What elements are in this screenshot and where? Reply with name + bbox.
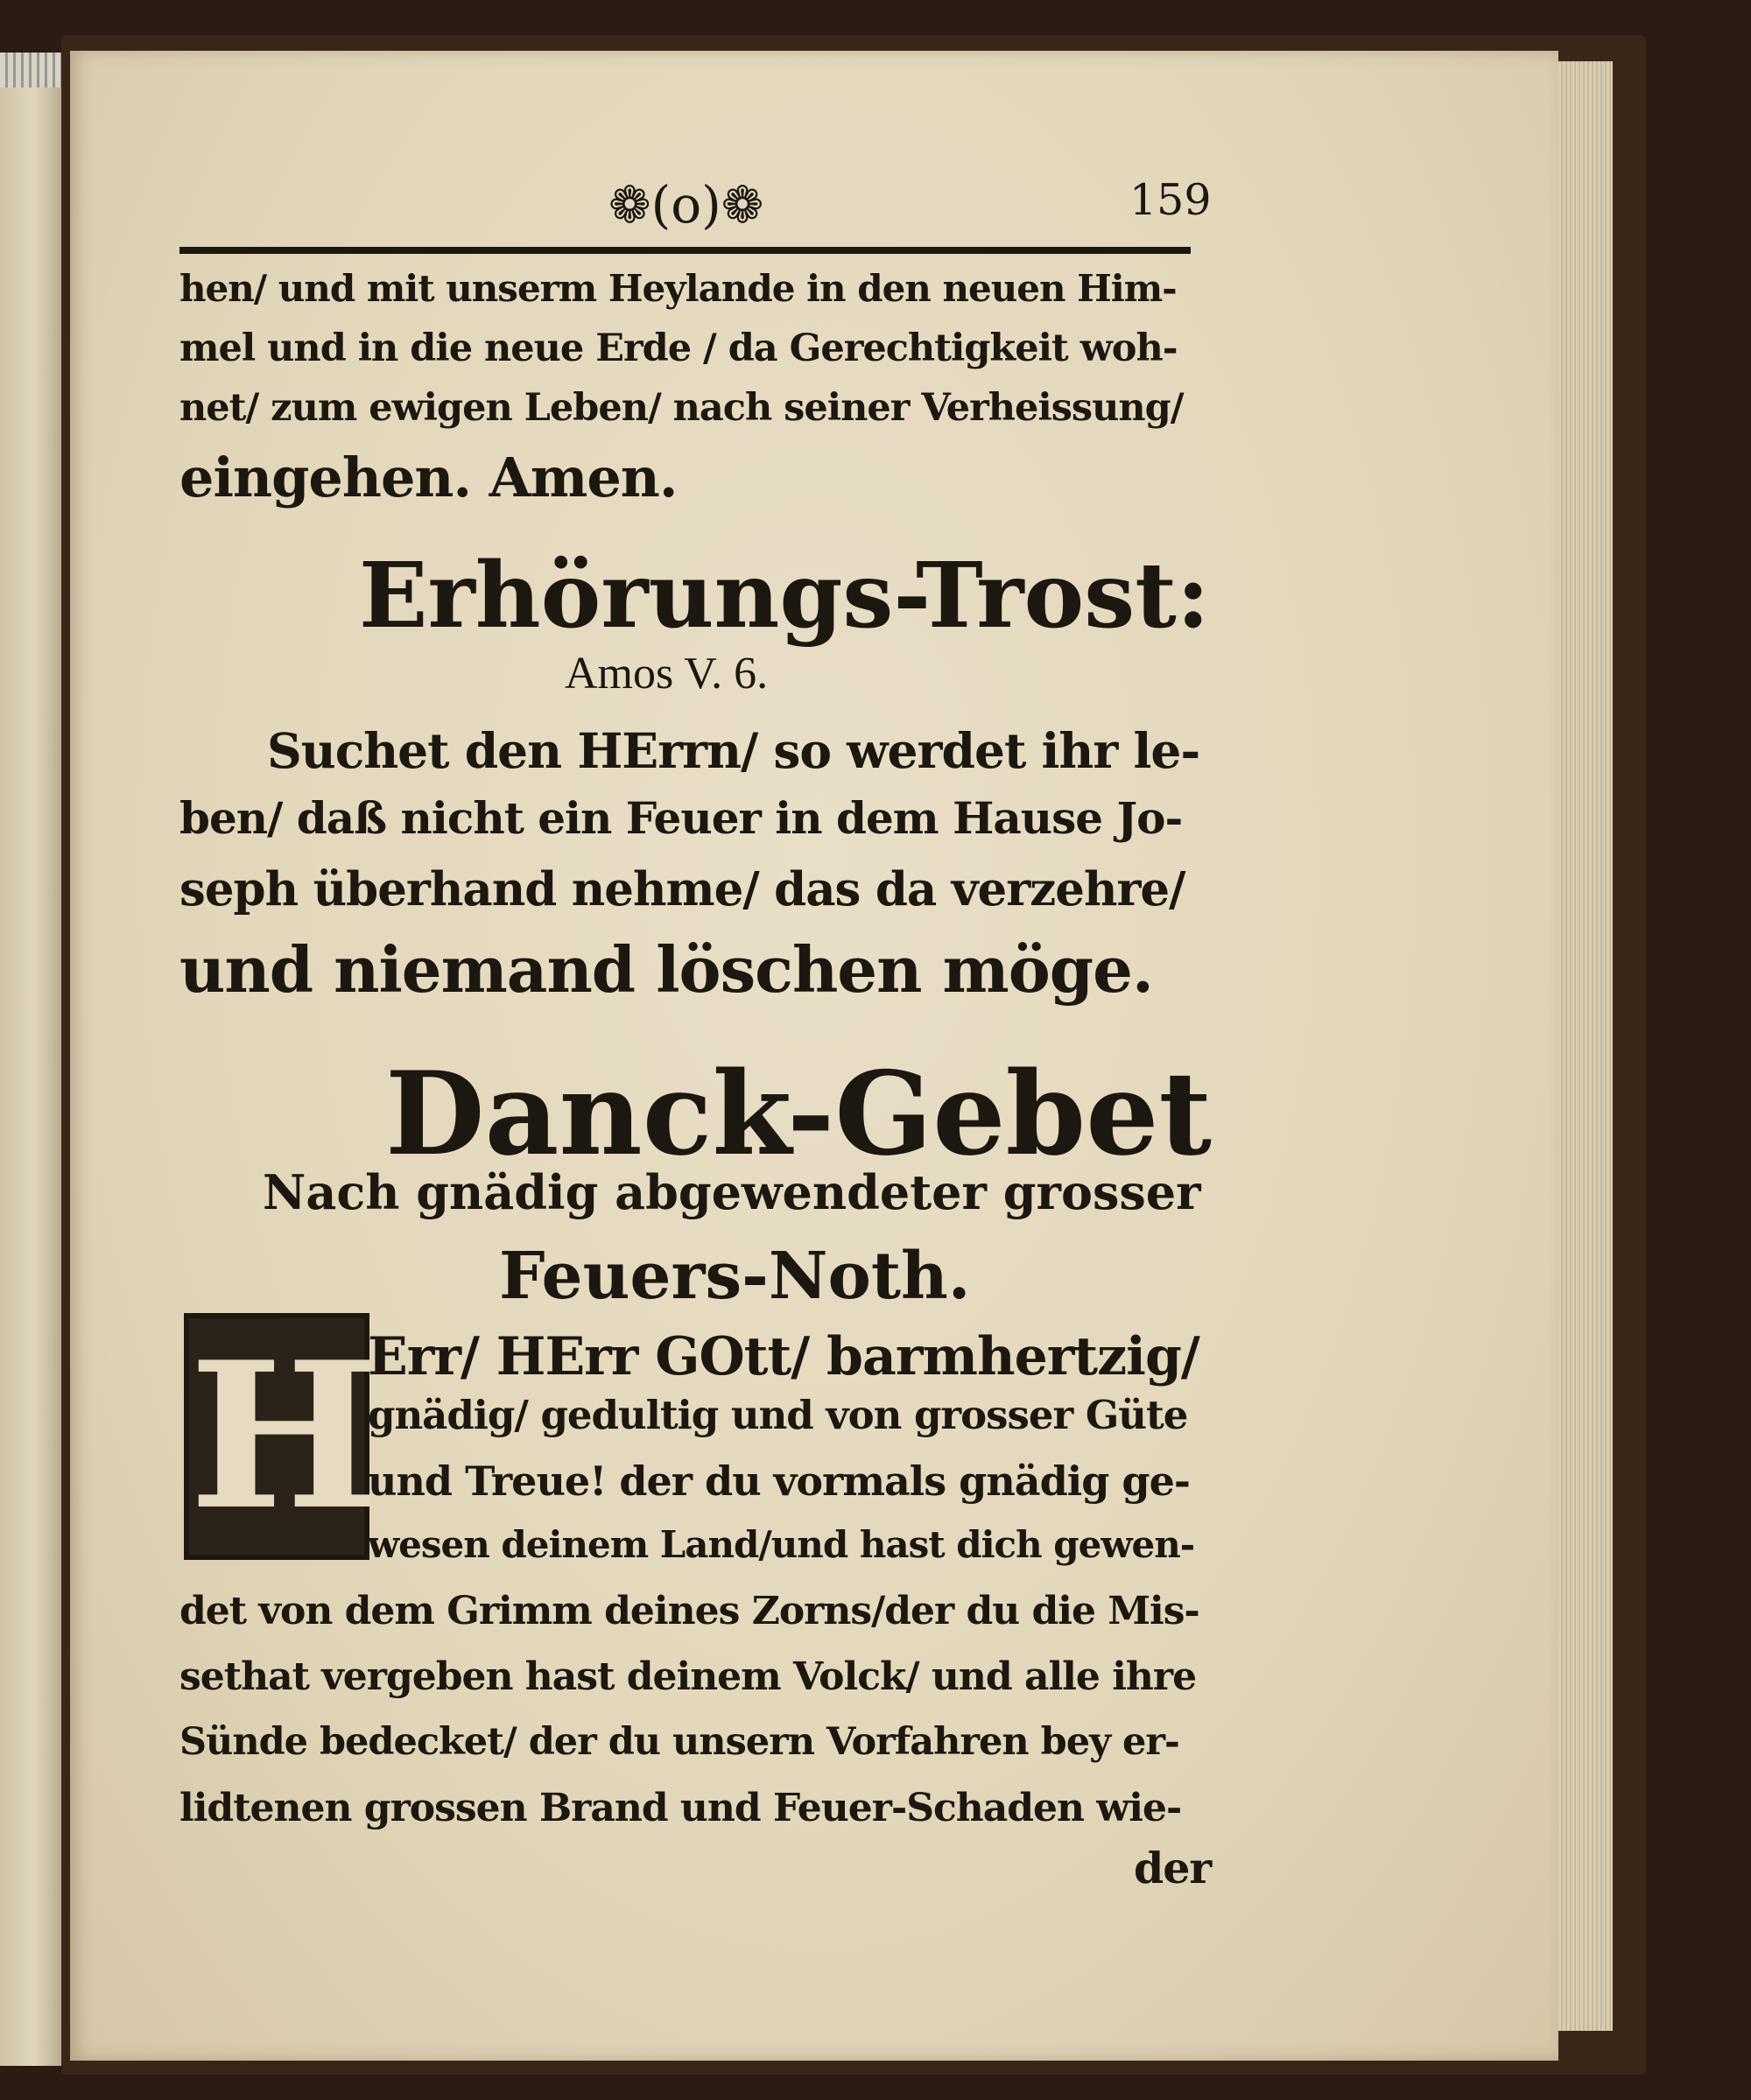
text-line: wesen deinem Land/und hast dich gewen- (368, 1523, 1195, 1566)
text-line: ben/ daß nicht ein Feuer in dem Hause Jo- (179, 792, 1183, 844)
scripture-reference: Amos V. 6. (565, 649, 769, 699)
text-line: Suchet den HErrn/ so werdet ihr le- (267, 722, 1200, 779)
text-line: net/ zum ewigen Leben/ nach seiner Verheissung/ (179, 386, 1184, 430)
text-line: sethat vergeben hast deinem Volck/ und alle ihre (179, 1654, 1197, 1699)
prayer-subtitle: Feuers-Noth. (499, 1239, 971, 1314)
text-line: Sünde bedecket/ der du unsern Vorfahren bey er- (179, 1720, 1179, 1764)
catchword: der (1134, 1843, 1212, 1893)
text-line: lidtenen grossen Brand und Feuer-Schaden wie- (179, 1786, 1182, 1830)
prayer-subtitle: Nach gnädig abgewendeter grosser (263, 1164, 1201, 1220)
section-title: Erhörungs-Trost: (359, 543, 1210, 649)
text-line: hen/ und mit unserm Heylande in den neuen Him- (179, 267, 1177, 310)
text-line: eingehen. Amen. (179, 446, 678, 509)
spine-band (0, 53, 61, 88)
text-line: mel und in die neue Erde / da Gerechtigkeit woh- (179, 327, 1178, 370)
text-line: Err/ HErr GOtt/ barmhertzig/ (368, 1326, 1199, 1387)
header-ornament: ❁(o)❁ (608, 175, 764, 235)
decorated-initial: H (184, 1313, 369, 1560)
header-rule (179, 247, 1191, 254)
page-number: 159 (1129, 175, 1212, 225)
text-line: und Treue! der du vormals gnädig ge- (368, 1457, 1190, 1505)
text-line: gnädig/ gedultig und von grosser Güte (368, 1392, 1188, 1438)
text-line: seph überhand nehme/ das da verzehre/ (179, 862, 1185, 917)
prayer-title: Danck-Gebet (385, 1046, 1212, 1181)
text-line: und niemand löschen möge. (179, 932, 1153, 1007)
left-page-edge (0, 53, 61, 2066)
text-line: det von dem Grimm deines Zorns/der du die Mis- (179, 1589, 1199, 1633)
